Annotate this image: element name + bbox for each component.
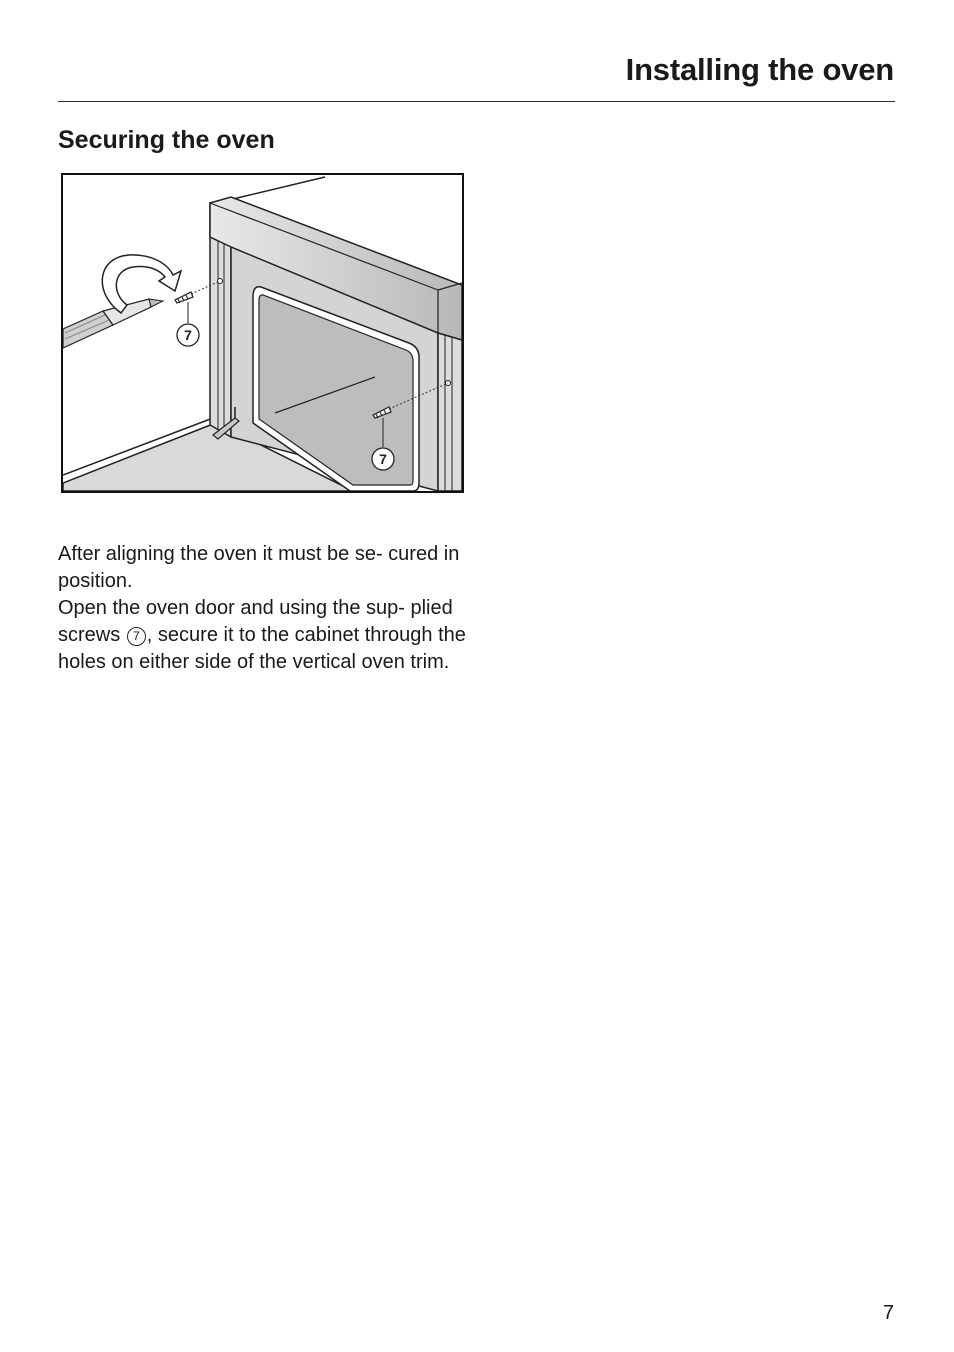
callout-7-left: 7	[184, 327, 192, 343]
section-title: Securing the oven	[58, 126, 275, 154]
installation-illustration	[61, 173, 464, 493]
instruction-text	[58, 541, 478, 676]
paragraph-2-start: Open the oven door and using the sup- plied screws	[58, 597, 453, 646]
paragraph-2	[58, 595, 478, 676]
header-divider	[58, 101, 895, 102]
paragraph-1: After aligning the oven it must be se- cured in position.	[58, 543, 460, 592]
paragraph-2-end: , secure it to the cabinet through the holes on either side of the vertical oven trim.	[58, 624, 466, 673]
page-number: 7	[882, 1302, 894, 1324]
callout-7-right: 7	[379, 451, 387, 467]
screw-reference-badge: 7	[127, 627, 146, 646]
page-header-title: Installing the oven	[625, 52, 894, 87]
